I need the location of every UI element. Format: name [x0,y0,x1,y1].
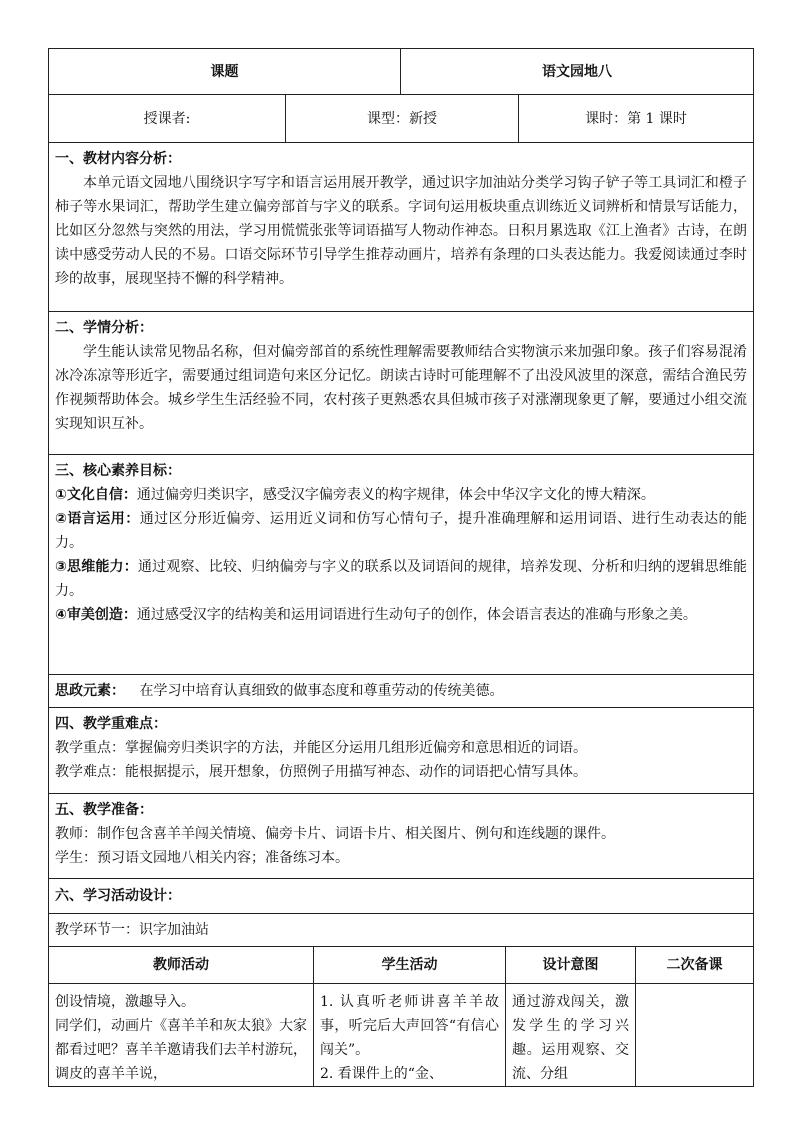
student-activity-line: 1. 认真听老师讲喜羊羊故事，听完后大声回答“有信心闯关”。 [320,994,499,1058]
student-activity-line: 2. 看课件上的“金、 [320,1066,443,1082]
activity-body-row [49,984,754,1087]
key-point-text: 教学重点：掌握偏旁归类识字的方法，并能区分运用几组形近偏旁和意思相近的词语。 [55,740,587,756]
learning-analysis-text: 学生能认读常见物品名称，但对偏旁部首的系统性理解需要教师结合实物演示来加强印象。孩子们容易混淆冰冷冻凉等形近字，需要通过组词造句来区分记忆。朗读古诗时可能理解不了出没风波里的深意，需结合渔民劳作视频帮助体会。城乡学生生活经验不同，农村孩子更熟悉农具但城市孩子对涨潮现象更了解，要通过小组交流实现知识互补。 [55,344,747,432]
header-design-intent: 设计意图 [506,947,636,984]
design-intent-cell: 通过游戏闯关，激发学生的学习兴趣。运用观察、交流、分组 [506,984,636,1087]
lesson-period: 课时：第 1 课时 [519,95,754,143]
content-analysis-cell [49,143,754,312]
teacher-label: 授课者: [49,95,286,143]
activity-title: 六、学习活动设计： [49,879,754,914]
ideology-cell [49,675,754,708]
difficult-point-text: 教学难点：能根据提示，展开想象，仿照例子用描写神态、动作的词语把心情写具体。 [55,764,587,780]
topic-value: 语文园地八 [401,49,754,95]
learning-analysis-row [49,312,754,455]
content-analysis-text: 本单元语文园地八围绕识字写字和语言运用展开教学，通过识字加油站分类学习钩子铲子等工具词汇和橙子柿子等水果词汇，帮助学生建立偏旁部首与字义的联系。字词句运用板块重点训练近义词辨析和情景写话能力，比如区分忽然与突然的用法，学习用慌慌张张等词语描写人物动作神态。日积月累选取《江上渔者》古诗，在朗读中感受劳动人民的不易。口语交际环节引导学生推荐动画片，培养有条理的口头表达能力。我爱阅读通过李时珍的故事，展现坚持不懈的科学精神。 [55,175,747,287]
goal-text: 通过观察、比较、归纳偏旁与字义的联系以及词语间的规律，培养发现、分析和归纳的逻辑思维能力。 [55,559,747,599]
preparation-title: 五、教学准备： [55,802,153,818]
key-points-cell [49,708,754,794]
preparation-row [49,794,754,879]
activity-table [48,946,754,1087]
ideology-label: 思政元素： [55,683,125,699]
student-activity-cell [314,984,506,1087]
topic-label: 课题 [49,49,401,95]
core-goals-row [49,455,754,675]
teacher-activity-line: 同学们，动画片《喜羊羊和灰太狼》大家都看过吧？喜羊羊邀请我们去羊村游玩，调皮的喜羊羊说， [55,1018,307,1082]
info-row [49,95,754,143]
lesson-type: 课型：新授 [286,95,519,143]
student-preparation: 学生：预习语文园地八相关内容；准备练习本。 [55,850,349,866]
goal-label: ①文化自信： [55,487,137,503]
teacher-preparation: 教师：制作包含喜羊羊闯关情境、偏旁卡片、词语卡片、相关图片、例句和连线题的课件。 [55,826,615,842]
goal-label: ④审美创造： [55,607,137,623]
header-second-prep: 二次备课 [636,947,754,984]
lesson-plan-page [48,48,753,1087]
goal-item [55,603,747,627]
second-prep-cell [636,984,754,1087]
goal-text: 通过区分形近偏旁、运用近义词和仿写心情句子，提升准确理解和运用词语、进行生动表达的能力。 [55,511,747,551]
goal-label: ③思维能力： [55,559,138,575]
key-points-row [49,708,754,794]
teacher-activity-line: 创设情境，激趣导入。 [55,994,195,1010]
teacher-activity-cell [49,984,314,1087]
activity-stage-row [49,914,754,947]
ideology-row [49,675,754,708]
preparation-cell [49,794,754,879]
goal-item [55,555,747,603]
learning-analysis-title: 二、学情分析： [55,320,153,336]
content-analysis-title: 一、教材内容分析： [55,151,181,167]
content-analysis-row [49,143,754,312]
core-goals-title: 三、核心素养目标： [55,463,181,479]
ideology-text: 在学习中培育认真细致的做事态度和尊重劳动的传统美德。 [139,683,504,699]
key-points-title: 四、教学重难点： [55,716,167,732]
activity-title-row [49,879,754,914]
header-student-activity: 学生活动 [314,947,506,984]
goal-text: 通过偏旁归类识字，感受汉字偏旁表义的构字规律，体会中华汉字文化的博大精深。 [136,487,655,503]
activity-stage: 教学环节一：识字加油站 [49,914,754,947]
learning-analysis-cell [49,312,754,455]
header-teacher-activity: 教师活动 [49,947,314,984]
core-goals-cell [49,455,754,675]
activity-header-row [49,947,754,984]
lesson-plan-table [48,48,754,947]
goal-text: 通过感受汉字的结构美和运用词语进行生动句子的创作，体会语言表达的准确与形象之美。 [136,607,697,623]
topic-row [49,49,754,95]
goal-item [55,483,747,507]
goal-item [55,507,747,555]
goal-label: ②语言运用： [55,511,140,527]
